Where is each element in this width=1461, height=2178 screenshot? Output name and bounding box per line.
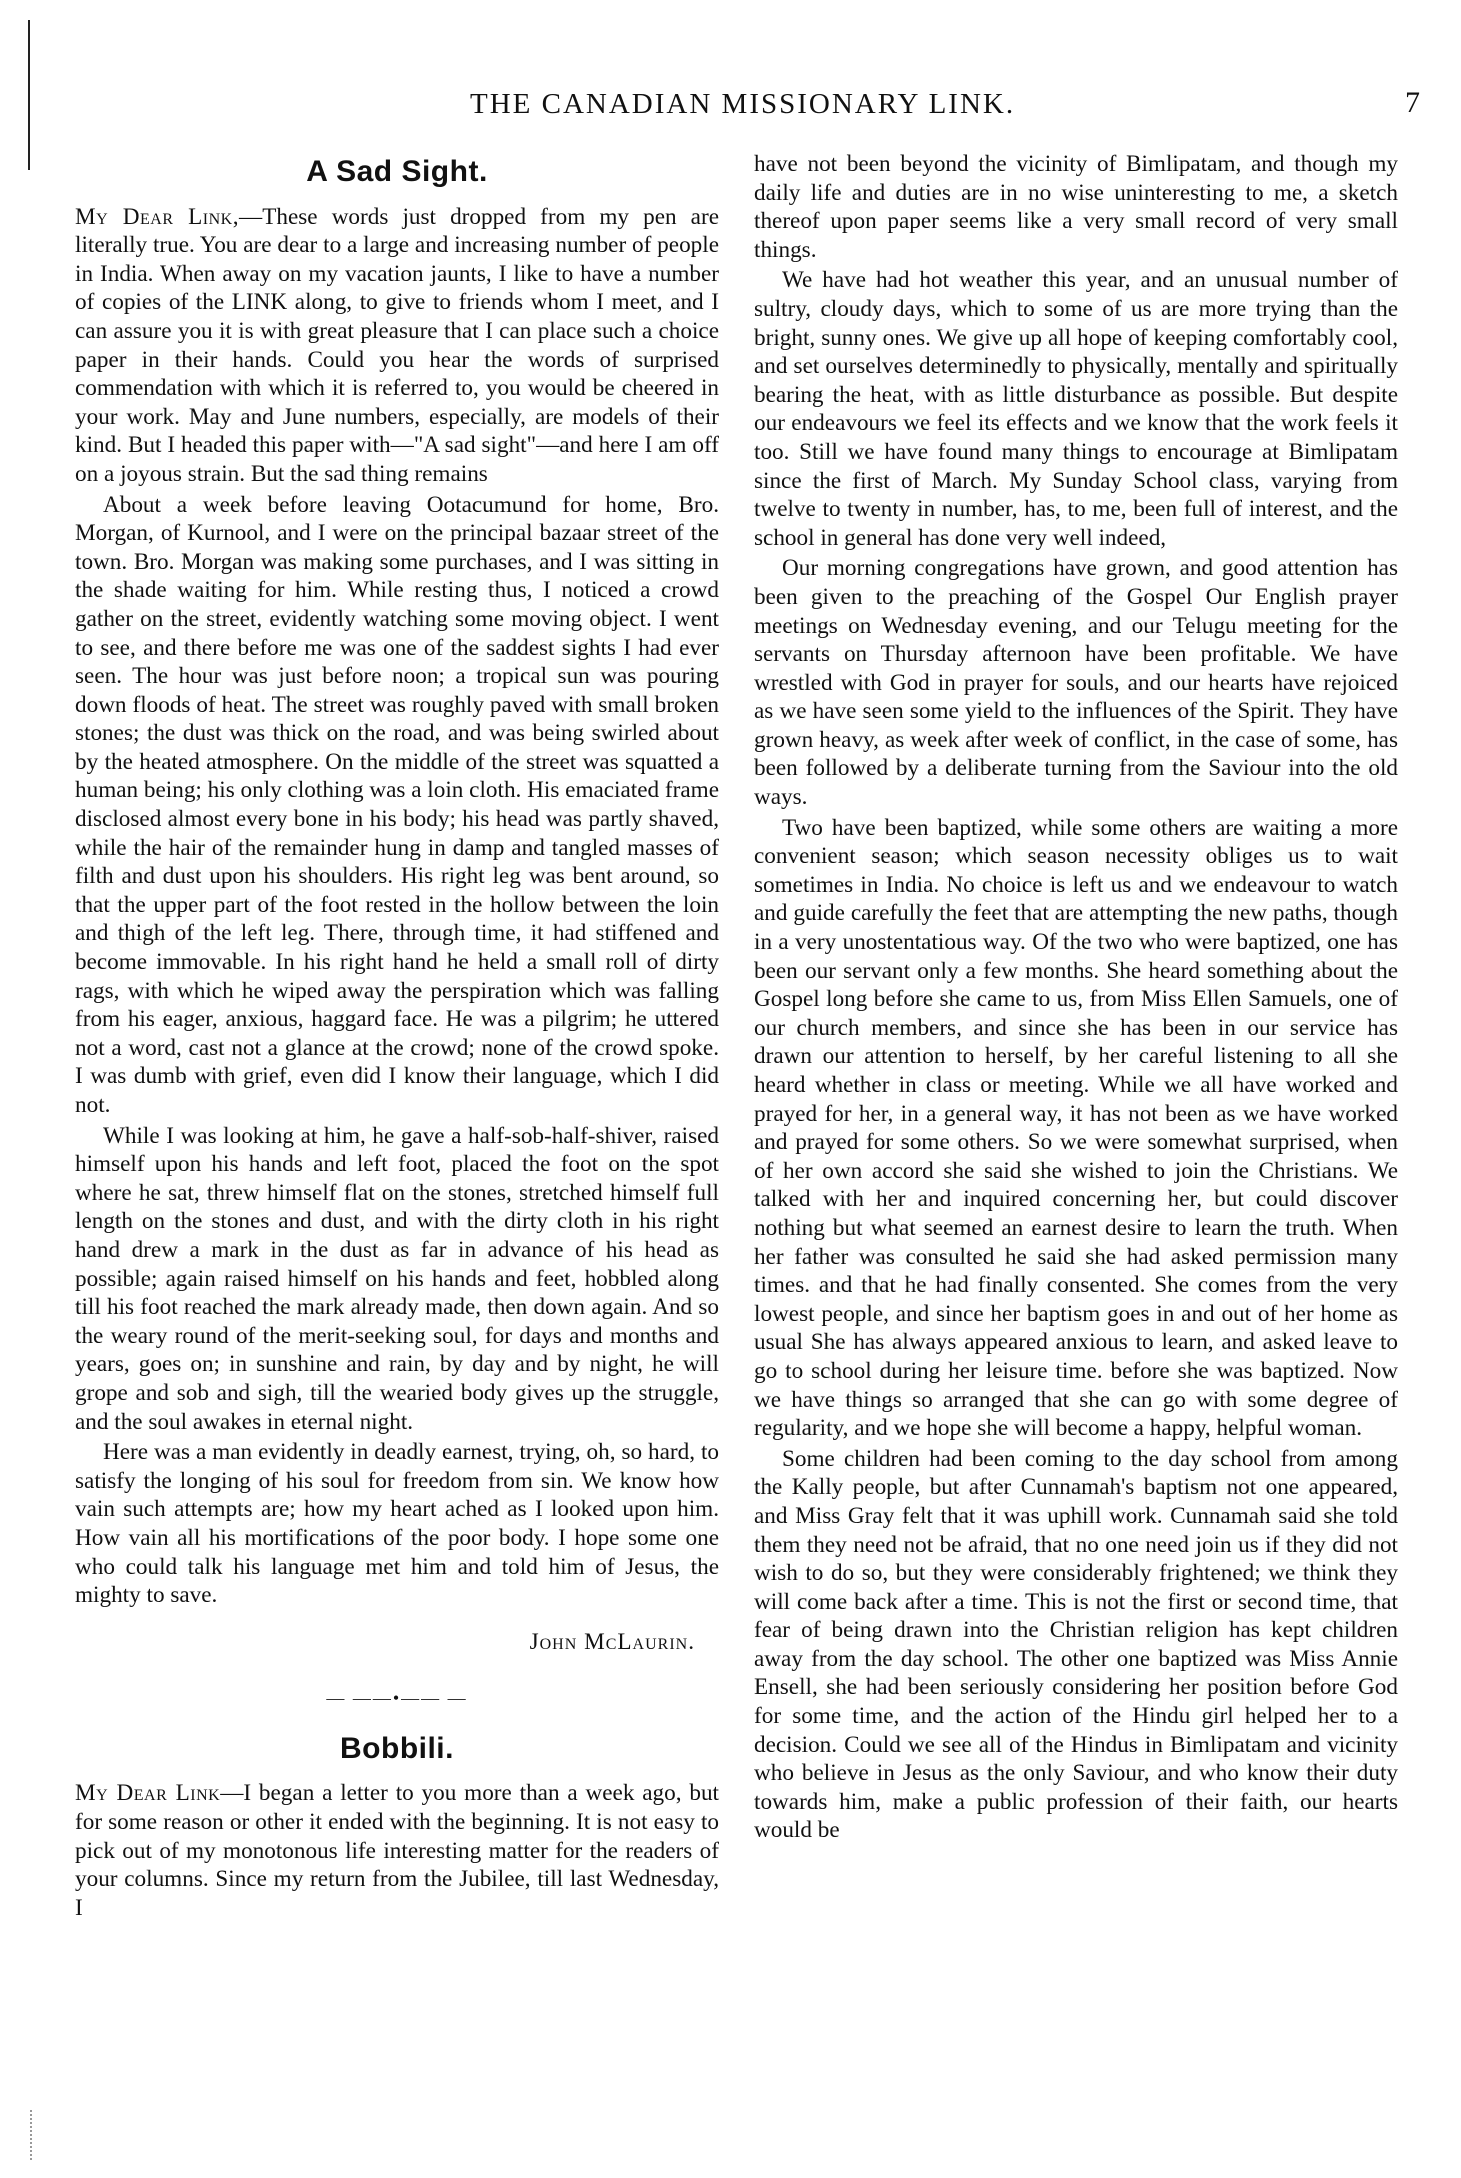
- page-number: 7: [1405, 86, 1420, 119]
- paragraph: [75, 1779, 719, 1922]
- paragraph: [75, 203, 719, 489]
- running-head: THE CANADIAN MISSIONARY LINK.: [470, 88, 1016, 120]
- paragraph: Some children had been coming to the day school from among the Kally people, but after Cunnamah's baptism not one appeared, and Miss Gray felt that it was uphill work. Cunnamah said she told them they need not be afraid, that no one need join us if they did not wish to do so, but they were considerably frightened; we think they will come back after a time. This is not the first or second time, that fear of being drawn into the Christian religion has kept children away from the day school. The other one baptized was Miss Annie Ensell, she had been seriously considering her position before God for some time, and the action of the Hindu girl helped her to a decision. Could we see all of the Hindus in Bimlipatam and vicinity who believe in Jesus as the only Saviour, and who know their duty towards him, make a public profession of their faith, our hearts would be: [754, 1445, 1398, 1844]
- paragraph: About a week before leaving Ootacumund for home, Bro. Morgan, of Kurnool, and I were on the principal bazaar street of the town. Bro. Morgan was making some purchases, and I was sitting in the shade waiting for him. While resting thus, I noticed a crowd gather on the street, evidently watching some moving object. I went to see, and there before me was one of the saddest sights I had ever seen. The hour was just before noon; a tropical sun was pouring down floods of heat. The street was roughly paved with small broken stones; the dust was thick on the road, and was being swirled about by the heated atmosphere. On the middle of the street was squatted a human being; his only clothing was a loin cloth. His emaciated frame disclosed almost every bone in his body; his head was partly shaved, while the hair of the remainder hung in damp and tangled masses of filth and dust upon his shoulders. His right leg was bent around, so that the upper part of the foot rested in the hollow between the loin and thigh of the left leg. There, through time, it had stiffened and become immovable. In his right hand he held a small roll of dirty rags, with which he wiped away the perspiration which was falling from his eager, anxious, haggard face. He was a pilgrim; he uttered not a word, cast not a glance at the crowd; none of the crowd spoke. I was dumb with grief, even did I know their language, which I did not.: [75, 491, 719, 1118]
- section-divider: — ——•—— —: [326, 1688, 468, 1709]
- left-column: [75, 150, 719, 1922]
- article-heading-bobbili: Bobbili.: [340, 1731, 454, 1765]
- salutation: My Dear Link,: [75, 203, 240, 230]
- article-heading-sad-sight: A Sad Sight.: [306, 155, 488, 188]
- paragraph: We have had hot weather this year, and an unusual number of sultry, cloudy days, which to some of us are more trying than the bright, sunny ones. We give up all hope of keeping comfortably cool, and set ourselves determinedly to physically, mentally and spiritually bearing the heat, with as little disturbance as possible. But despite our endeavours we feel its effects and we know that the work feels it too. Still we have found many things to encourage at Bimlipatam since the first of March. My Sunday School class, varying from twelve to twenty in number, has, to me, been full of interest, and the school in general has done very well indeed,: [754, 267, 1398, 551]
- salutation: My Dear Link: [75, 1780, 221, 1807]
- paragraph: Two have been baptized, while some others are waiting a more convenient season; which season necessity obliges us to wait sometimes in India. No choice is left us and we endeavour to watch and guide carefully the feet that are attempting the new paths, though in a very unostentatious way. Of the two who were baptized, one has been our servant only a few months. She heard something about the Gospel long before she came to us, from Miss Ellen Samuels, one of our church members, and since she has been in our service has drawn our attention to herself, by her careful listening to all she heard whether in class or meeting. While we all have worked and prayed for her, in a general way, it has not been as we have worked and prayed for some others. So we were somewhat surprised, when of her own accord she said she wished to join the Christians. We talked with her and inquired concerning her, but could discover nothing but what seemed an earnest desire to learn the truth. When her father was consulted he said she had asked permission many times. and that he had finally consented. She comes from the very lowest people, and since her baptism goes in and out of her home as usual She has always appeared anxious to learn, and asked leave to go to school during her leisure time. before she was baptized. Now we have things so arranged that she can go with some degree of regularity, and we hope she will become a happy, helpful woman.: [754, 814, 1398, 1442]
- paragraph: Here was a man evidently in deadly earnest, trying, oh, so hard, to satisfy the longing of his soul for freedom from sin. We know how vain such attempts are; how my heart ached as I looked upon him. How vain all his mortifications of the poor body. I hope some one who could talk his language met him and told him of Jesus, the mighty to save.: [75, 1439, 719, 1609]
- paragraph: Our morning congregations have grown, and good attention has been given to the preaching of the Gospel Our English prayer meetings on Wednesday evening, and our Telugu meeting for the servants on Thursday afternoon have been profitable. We have wrestled with God in prayer for souls, and our hearts have rejoiced as we have seen some yield to the influences of the Spirit. They have grown heavy, as week after week of conflict, in the case of some, has been followed by a deliberate turning from the Saviour into the old ways.: [754, 555, 1398, 811]
- margin-dots: [30, 2110, 34, 2160]
- margin-rule: [28, 20, 30, 170]
- paragraph-text: —I began a letter to you more than a week ago, but for some reason or other it ended with the beginning. It is not easy to pick out of my monotonous life interesting matter for the readers of your columns. Since my return from the Jubilee, till last Wednesday, I: [75, 1780, 719, 1921]
- paragraph-text: —These words just dropped from my pen are literally true. You are dear to a large and increasing number of people in India. When away on my vacation jaunts, I like to have a number of copies of the LINK along, to give to friends whom I meet, and I can assure you it is with great pleasure that I can place such a choice paper in their hands. Could you hear the words of surprised commendation with which it is referred to, you would be cheered in your work. May and June numbers, especially, are models of their kind. But I headed this paper with—"A sad sight"—and here I am off on a joyous strain. But the sad thing remains: [75, 203, 719, 487]
- right-column: [754, 150, 1398, 1845]
- signature: John McLaurin.: [529, 1628, 695, 1655]
- paragraph: While I was looking at him, he gave a half-sob-half-shiver, raised himself upon his hands and left foot, placed the foot on the spot where he sat, threw himself flat on the stones, stretched himself full length on the stones and dust, and with the dirty cloth in his right hand drew a mark in the dust as far in advance of his head as possible; again raised himself on his hands and feet, hobbled along till his foot reached the mark already made, then down again. And so the weary round of the merit-seeking soul, for days and months and years, goes on; in sunshine and rain, by day and by night, he will grope and sob and sigh, till the wearied body gives up the struggle, and the soul awakes in eternal night.: [75, 1122, 719, 1435]
- paragraph: have not been beyond the vicinity of Bimlipatam, and though my daily life and duties are in no wise uninteresting to me, a sketch thereof upon paper seems like a very small record of very small things.: [754, 151, 1398, 263]
